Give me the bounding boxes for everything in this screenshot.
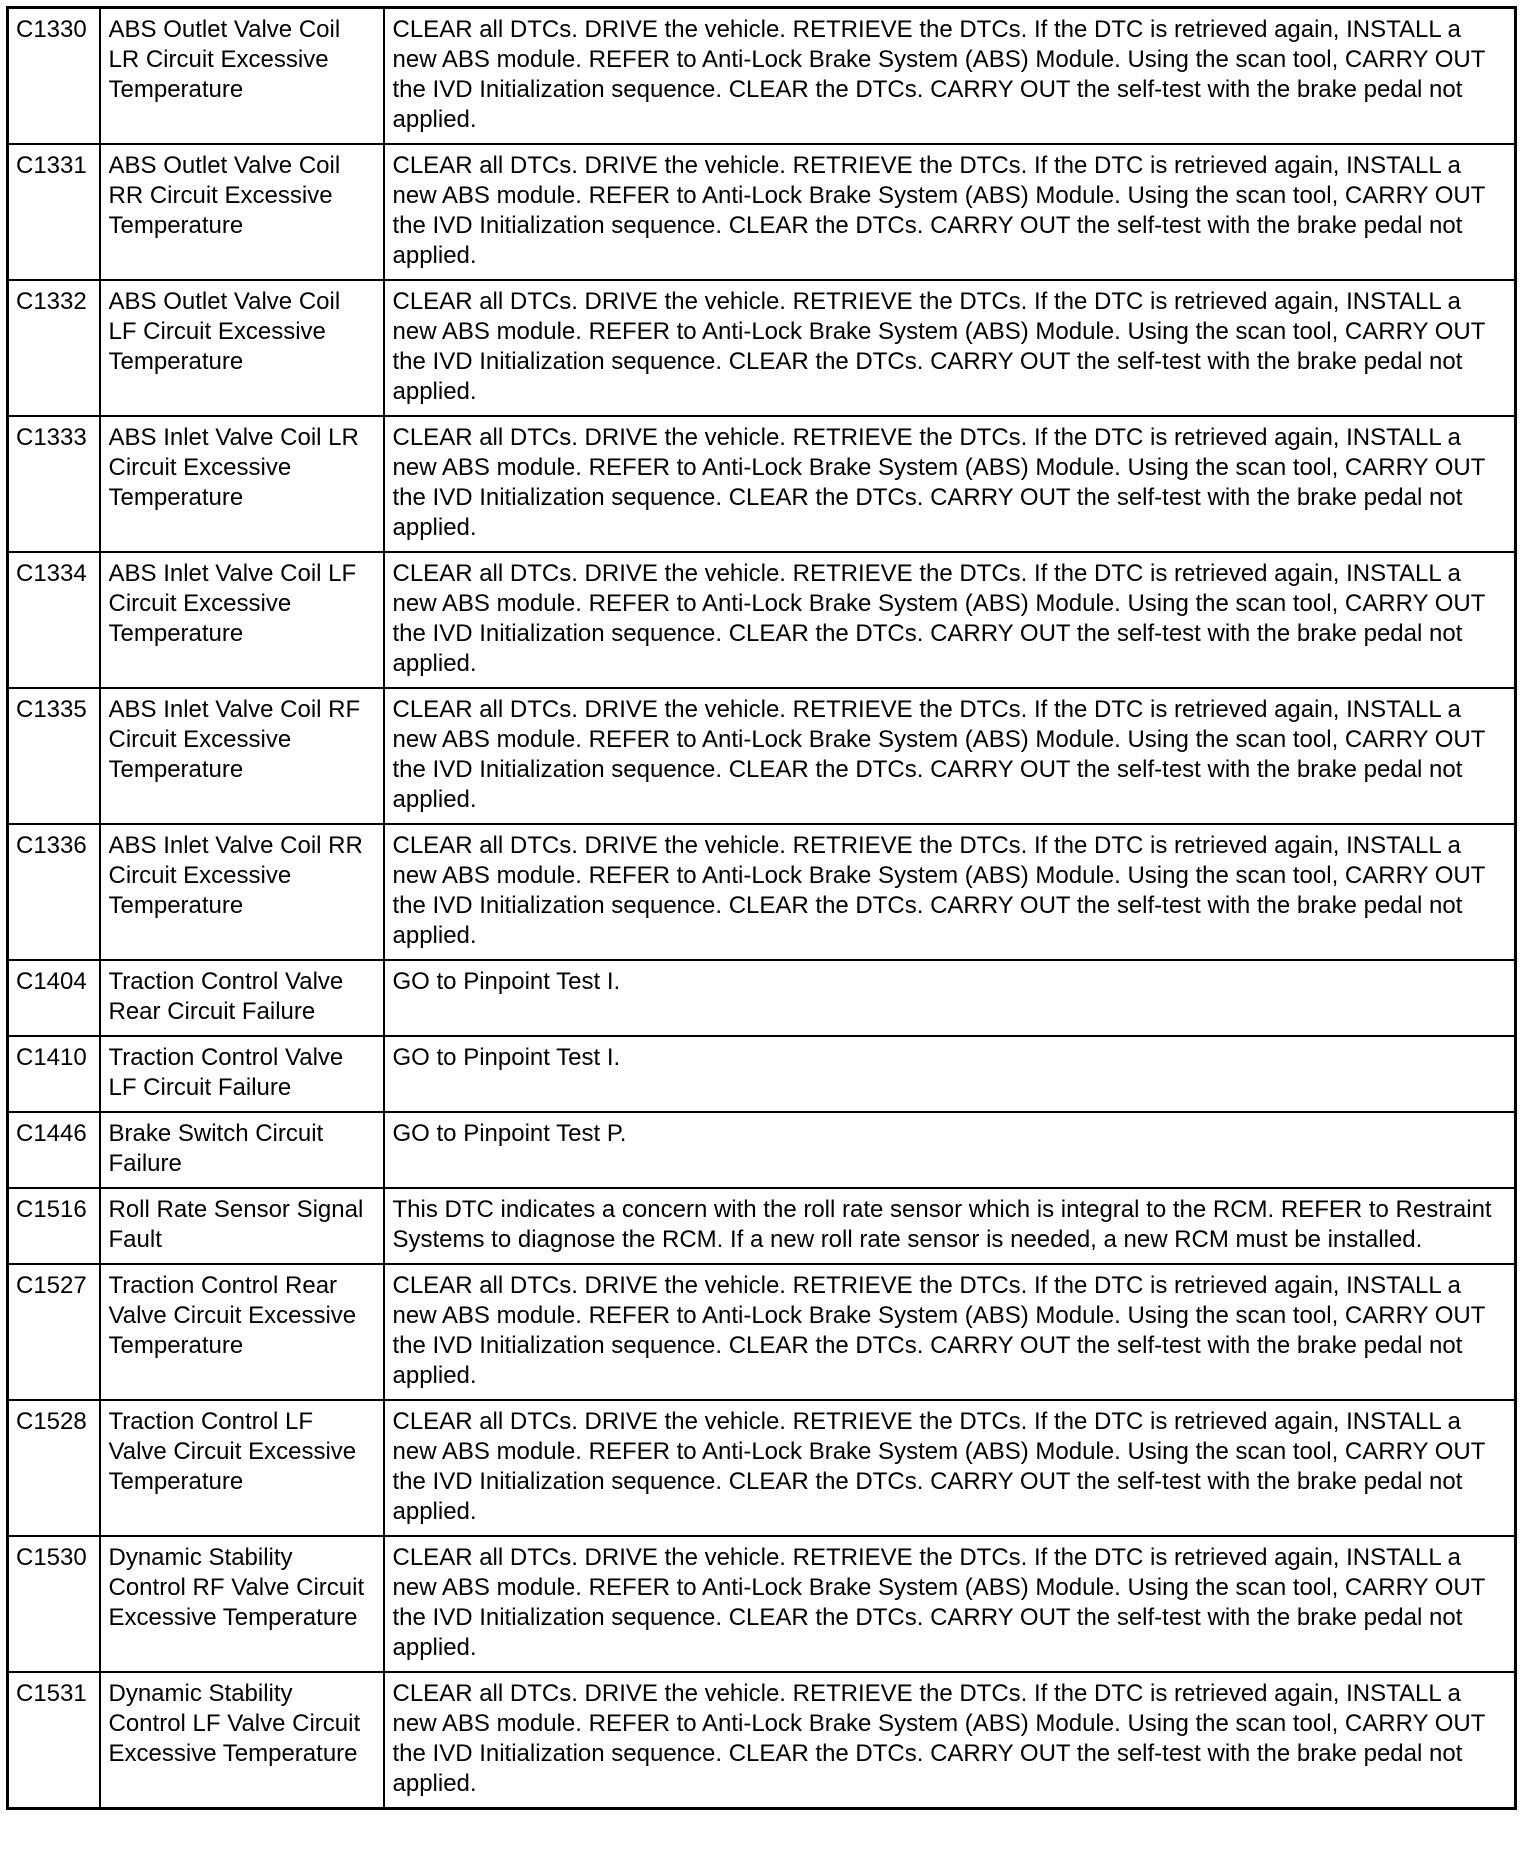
dtc-description-cell: Dynamic Stability Control LF Valve Circuit Excessive Temperature bbox=[100, 1672, 384, 1809]
table-row bbox=[8, 280, 1516, 416]
dtc-code-cell: C1330 bbox=[8, 8, 100, 145]
dtc-description-cell: Traction Control Valve Rear Circuit Failure bbox=[100, 960, 384, 1036]
dtc-description-cell: Brake Switch Circuit Failure bbox=[100, 1112, 384, 1188]
table-row bbox=[8, 1188, 1516, 1264]
dtc-description-cell: ABS Outlet Valve Coil RR Circuit Excessive Temperature bbox=[100, 144, 384, 280]
dtc-action-cell: CLEAR all DTCs. DRIVE the vehicle. RETRIEVE the DTCs. If the DTC is retrieved again, INSTALL a new ABS module. REFER to Anti-Lock Brake System (ABS) Module. Using the scan tool, CARRY OUT the IVD Initialization sequence. CLEAR the DTCs. CARRY OUT the self-test with the brake pedal not applied. bbox=[384, 416, 1516, 552]
dtc-action-cell: GO to Pinpoint Test I. bbox=[384, 960, 1516, 1036]
dtc-code-cell: C1530 bbox=[8, 1536, 100, 1672]
dtc-description-cell: Roll Rate Sensor Signal Fault bbox=[100, 1188, 384, 1264]
table-row bbox=[8, 1672, 1516, 1809]
dtc-code-cell: C1332 bbox=[8, 280, 100, 416]
dtc-action-cell: CLEAR all DTCs. DRIVE the vehicle. RETRIEVE the DTCs. If the DTC is retrieved again, INSTALL a new ABS module. REFER to Anti-Lock Brake System (ABS) Module. Using the scan tool, CARRY OUT the IVD Initialization sequence. CLEAR the DTCs. CARRY OUT the self-test with the brake pedal not applied. bbox=[384, 1400, 1516, 1536]
dtc-action-cell: CLEAR all DTCs. DRIVE the vehicle. RETRIEVE the DTCs. If the DTC is retrieved again, INSTALL a new ABS module. REFER to Anti-Lock Brake System (ABS) Module. Using the scan tool, CARRY OUT the IVD Initialization sequence. CLEAR the DTCs. CARRY OUT the self-test with the brake pedal not applied. bbox=[384, 280, 1516, 416]
dtc-action-cell: CLEAR all DTCs. DRIVE the vehicle. RETRIEVE the DTCs. If the DTC is retrieved again, INSTALL a new ABS module. REFER to Anti-Lock Brake System (ABS) Module. Using the scan tool, CARRY OUT the IVD Initialization sequence. CLEAR the DTCs. CARRY OUT the self-test with the brake pedal not applied. bbox=[384, 8, 1516, 145]
dtc-action-cell: CLEAR all DTCs. DRIVE the vehicle. RETRIEVE the DTCs. If the DTC is retrieved again, INSTALL a new ABS module. REFER to Anti-Lock Brake System (ABS) Module. Using the scan tool, CARRY OUT the IVD Initialization sequence. CLEAR the DTCs. CARRY OUT the self-test with the brake pedal not applied. bbox=[384, 1672, 1516, 1809]
table-row bbox=[8, 1112, 1516, 1188]
dtc-code-cell: C1333 bbox=[8, 416, 100, 552]
dtc-code-cell: C1334 bbox=[8, 552, 100, 688]
dtc-description-cell: Traction Control Rear Valve Circuit Excessive Temperature bbox=[100, 1264, 384, 1400]
dtc-action-cell: CLEAR all DTCs. DRIVE the vehicle. RETRIEVE the DTCs. If the DTC is retrieved again, INSTALL a new ABS module. REFER to Anti-Lock Brake System (ABS) Module. Using the scan tool, CARRY OUT the IVD Initialization sequence. CLEAR the DTCs. CARRY OUT the self-test with the brake pedal not applied. bbox=[384, 688, 1516, 824]
table-row bbox=[8, 688, 1516, 824]
dtc-code-cell: C1527 bbox=[8, 1264, 100, 1400]
table-row bbox=[8, 1536, 1516, 1672]
table-row bbox=[8, 144, 1516, 280]
dtc-action-cell: This DTC indicates a concern with the roll rate sensor which is integral to the RCM. REFER to Restraint Systems to diagnose the RCM. If a new roll rate sensor is needed, a new RCM must be installed. bbox=[384, 1188, 1516, 1264]
dtc-action-cell: CLEAR all DTCs. DRIVE the vehicle. RETRIEVE the DTCs. If the DTC is retrieved again, INSTALL a new ABS module. REFER to Anti-Lock Brake System (ABS) Module. Using the scan tool, CARRY OUT the IVD Initialization sequence. CLEAR the DTCs. CARRY OUT the self-test with the brake pedal not applied. bbox=[384, 552, 1516, 688]
table-row bbox=[8, 1264, 1516, 1400]
dtc-action-cell: CLEAR all DTCs. DRIVE the vehicle. RETRIEVE the DTCs. If the DTC is retrieved again, INSTALL a new ABS module. REFER to Anti-Lock Brake System (ABS) Module. Using the scan tool, CARRY OUT the IVD Initialization sequence. CLEAR the DTCs. CARRY OUT the self-test with the brake pedal not applied. bbox=[384, 1536, 1516, 1672]
dtc-code-cell: C1528 bbox=[8, 1400, 100, 1536]
dtc-action-cell: CLEAR all DTCs. DRIVE the vehicle. RETRIEVE the DTCs. If the DTC is retrieved again, INSTALL a new ABS module. REFER to Anti-Lock Brake System (ABS) Module. Using the scan tool, CARRY OUT the IVD Initialization sequence. CLEAR the DTCs. CARRY OUT the self-test with the brake pedal not applied. bbox=[384, 824, 1516, 960]
table-row bbox=[8, 1400, 1516, 1536]
dtc-code-cell: C1516 bbox=[8, 1188, 100, 1264]
table-row bbox=[8, 416, 1516, 552]
dtc-description-cell: Dynamic Stability Control RF Valve Circuit Excessive Temperature bbox=[100, 1536, 384, 1672]
dtc-description-cell: ABS Outlet Valve Coil LR Circuit Excessive Temperature bbox=[100, 8, 384, 145]
dtc-description-cell: ABS Inlet Valve Coil RF Circuit Excessive Temperature bbox=[100, 688, 384, 824]
dtc-code-cell: C1446 bbox=[8, 1112, 100, 1188]
dtc-description-cell: Traction Control Valve LF Circuit Failure bbox=[100, 1036, 384, 1112]
table-row bbox=[8, 960, 1516, 1036]
dtc-table-body bbox=[8, 8, 1516, 1809]
dtc-action-cell: CLEAR all DTCs. DRIVE the vehicle. RETRIEVE the DTCs. If the DTC is retrieved again, INSTALL a new ABS module. REFER to Anti-Lock Brake System (ABS) Module. Using the scan tool, CARRY OUT the IVD Initialization sequence. CLEAR the DTCs. CARRY OUT the self-test with the brake pedal not applied. bbox=[384, 1264, 1516, 1400]
dtc-action-cell: CLEAR all DTCs. DRIVE the vehicle. RETRIEVE the DTCs. If the DTC is retrieved again, INSTALL a new ABS module. REFER to Anti-Lock Brake System (ABS) Module. Using the scan tool, CARRY OUT the IVD Initialization sequence. CLEAR the DTCs. CARRY OUT the self-test with the brake pedal not applied. bbox=[384, 144, 1516, 280]
dtc-table bbox=[6, 6, 1517, 1810]
table-row bbox=[8, 1036, 1516, 1112]
dtc-code-cell: C1531 bbox=[8, 1672, 100, 1809]
dtc-description-cell: ABS Outlet Valve Coil LF Circuit Excessive Temperature bbox=[100, 280, 384, 416]
table-row bbox=[8, 552, 1516, 688]
dtc-description-cell: Traction Control LF Valve Circuit Excessive Temperature bbox=[100, 1400, 384, 1536]
dtc-code-cell: C1410 bbox=[8, 1036, 100, 1112]
dtc-description-cell: ABS Inlet Valve Coil LF Circuit Excessive Temperature bbox=[100, 552, 384, 688]
dtc-code-cell: C1331 bbox=[8, 144, 100, 280]
dtc-code-cell: C1336 bbox=[8, 824, 100, 960]
dtc-action-cell: GO to Pinpoint Test I. bbox=[384, 1036, 1516, 1112]
dtc-description-cell: ABS Inlet Valve Coil RR Circuit Excessive Temperature bbox=[100, 824, 384, 960]
dtc-action-cell: GO to Pinpoint Test P. bbox=[384, 1112, 1516, 1188]
dtc-description-cell: ABS Inlet Valve Coil LR Circuit Excessive Temperature bbox=[100, 416, 384, 552]
dtc-code-cell: C1335 bbox=[8, 688, 100, 824]
table-row bbox=[8, 8, 1516, 145]
table-row bbox=[8, 824, 1516, 960]
dtc-code-cell: C1404 bbox=[8, 960, 100, 1036]
